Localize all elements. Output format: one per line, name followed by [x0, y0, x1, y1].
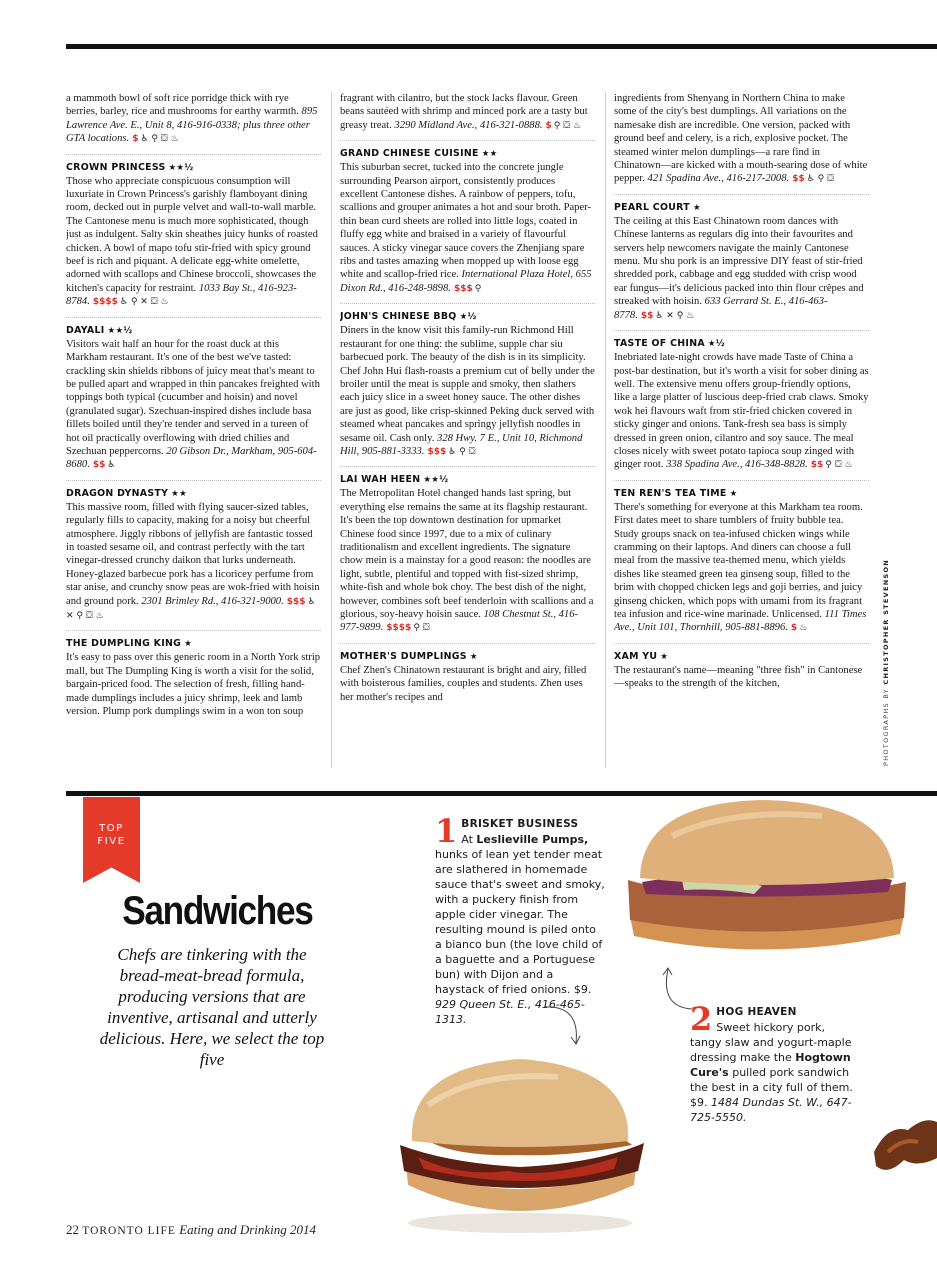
pick-number: 1: [435, 812, 458, 850]
column-divider: [605, 92, 606, 768]
price-rating: $$$$: [386, 623, 412, 634]
review-entry: [340, 644, 595, 711]
review-text: The restaurant's name—meaning "three fish" in Cantonese—speaks to the strength of the kitchen,: [614, 664, 863, 690]
restaurant-name: TASTE OF CHINA ★½: [614, 338, 725, 350]
review-text: ingredients from Shenyang in Northern China to make some of the city's best dumplings. All variations on the namesake dish are incredible. One version, packed with ground beef and celery, is a rich, explosive pocket. The steamed winter melon dumplings—a rare find in Chinatown—are kicked with a mouth-searing dose of white pepper. 421 Spadina Ave., 416-217-2008. $$ ♿ ⚲ ⛋: [614, 93, 868, 185]
amenity-icons: ♿ ⚲ ⛋: [448, 446, 476, 457]
section-dek: Chefs are tinkering with the bread-meat-bread formula, producing versions that are inventive, artisanal and utterly delicious. Here, we select the top five: [99, 945, 325, 1069]
price-rating: $$$: [453, 283, 473, 294]
review-text: a mammoth bowl of soft rice porridge thick with rye berries, barley, rice and mushrooms for earthy warmth. 895 Lawrence Ave. E., Unit 8, 416-916-0338; plus three other GTA locations. $ ♿ ⚲ ⛋ ♨: [66, 93, 318, 145]
review-text: Chef Zhen's Chinatown restaurant is bright and airy, filled with boisterous families, couples and students. Zhen uses her mother's recipes and: [340, 664, 587, 703]
review-entry: [340, 304, 595, 467]
column-divider: [331, 92, 332, 768]
restaurant-name: XAM YU ★: [614, 650, 669, 662]
star-rating: ★½: [707, 339, 725, 350]
price-rating: $$: [810, 460, 824, 471]
review-column-1: [66, 92, 321, 768]
arrow-to-brisket-icon: [540, 1003, 586, 1049]
restaurant-address: 328 Hwy. 7 E., Unit 10, Richmond Hill, 905-881-3333.: [340, 432, 583, 457]
amenity-icons: ⚲ ⛋ ♨: [553, 120, 582, 131]
star-rating: ★: [692, 202, 701, 213]
restaurant-name: CROWN PRINCESS ★★½: [66, 161, 194, 173]
review-entry: [340, 141, 595, 304]
star-rating: ★★½: [423, 475, 449, 486]
price-rating: $: [545, 120, 552, 131]
review-text: The Metropolitan Hotel changed hands last spring, but everything else remains the same at its flagship restaurant. It's been the top downtown destination for upmarket Chinese food since 1997, due to a mix of culinary traditionalism and excellent ingredients. The signature chow mein is a mainstay for a good reason: the noodles are light, subtle, plentiful and topped with fist-sized shrimp, white-fish and whole bok choy. The best dish of the night, however, combines soft beef tenderloin with scallions and a glorious, soy-heavy hoisin sauce. 108 Chestnut St., 416-977-9899. $$$$ ⚲ ⛋: [340, 488, 594, 634]
page-number: 22: [66, 1222, 79, 1237]
star-rating: ★½: [459, 312, 477, 323]
star-rating: ★★: [171, 488, 187, 499]
pick-address: 929 Queen St. E., 416-465-1313.: [435, 998, 585, 1026]
amenity-icons: ♿ ⚲ ✕ ⛋ ♨: [119, 297, 169, 308]
amenity-icons: ♿ ⚲ ⛋ ♨: [140, 134, 179, 145]
restaurant-name: PEARL COURT ★: [614, 201, 701, 213]
pick-number: 2: [690, 1000, 713, 1038]
restaurant-name: DRAGON DYNASTY ★★: [66, 487, 187, 499]
review-entry: [614, 481, 869, 644]
restaurant-address: 633 Gerrard St. E., 416-463-8778.: [614, 296, 828, 321]
top-five-label: TOP FIVE: [97, 823, 126, 847]
star-rating: ★★½: [107, 325, 133, 336]
restaurant-name: LAI WAH HEEN ★★½: [340, 474, 449, 486]
restaurant-address: 3290 Midland Ave., 416-321-0888.: [394, 119, 543, 131]
review-entry: [614, 331, 869, 481]
review-text: Visitors wait half an hour for the roast duck at this Markham restaurant. It's one of the best we've tasted: crackling skin shields ribbons of juicy meat that's meant to be pulled apart and wrapped in thin pancakes freighted with toppings both typical (cucumber and hoisin) and novel (granulated sugar). Szechuan-inspired dishes include basa fillets boiled until they're tender and served in a tureen of hot oil practically overflowing with dried chilies and Szechuan peppercorns. 20 Gibson Dr., Markham, 905-604-8680. $$ ♿: [66, 338, 320, 471]
amenity-icons: ♨: [799, 623, 808, 634]
pick-hog-heaven: 2 HOG HEAVEN Sweet hickory pork, tangy slaw and yogurt-maple dressing make the Hogtown Cure's pulled pork sandwich the best in a city full of them. $9. 1484 Dundas St. W., 647-725-5550.: [690, 1000, 853, 1124]
price-rating: $: [132, 134, 139, 145]
pick-heading: BRISKET BUSINESS: [461, 818, 579, 830]
price-rating: $$$$: [92, 297, 118, 308]
review-entry: [340, 467, 595, 643]
photo-credit: PHOTOGRAPHS BY CHRISTOPHER STEVENSON: [882, 558, 890, 766]
review-text: Inebriated late-night crowds have made Taste of China a post-bar destination, but it's worth a visit for sober dining as well. The extensive menu offers group-friendly options, like a large platter of luscious deep-fried crab claws. Smoky wok hei flavours waft from stir-fried chicken covered in sticky ginger and onions. Tank-fresh sea bass is simply dressed in green onion, cilantro and soy sauce. The meal closes nicely with sweet potato tapioca soup zinged with ginger root. 338 Spadina Ave., 416-348-8828. $$ ⚲ ⛋ ♨: [614, 352, 869, 471]
review-entry: [340, 92, 595, 141]
restaurant-address: 111 Times Ave., Unit 101, Thornhill, 905-881-8896.: [614, 609, 867, 634]
restaurant-address: 338 Spadina Ave., 416-348-8828.: [666, 459, 808, 471]
review-text: fragrant with cilantro, but the stock lacks flavour. Green beans sautéed with shrimp and minced pork are a tasty but greasy treat. 3290 Midland Ave., 416-321-0888. $ ⚲ ⛋ ♨: [340, 93, 588, 131]
review-entry: [614, 92, 869, 195]
price-rating: $$: [92, 460, 106, 471]
review-text: The ceiling at this East Chinatown room dances with Chinese lanterns as regulars dig into their favourites and servers help newcomers navigate the mainly Cantonese menu. Mu shu pork is an impressive DIY feast of stir-fried shredded pork, cabbage and egg studded with crisp wood ear fungus—it's delicious packed into thin flour crêpes and streaked with hoisin. 633 Gerrard St. E., 416-463-8778. $$ ♿ ✕ ⚲ ♨: [614, 215, 864, 321]
star-rating: ★★½: [168, 162, 194, 173]
restaurant-address: 108 Chestnut St., 416-977-9899.: [340, 609, 579, 634]
review-text: It's easy to pass over this generic room in a North York strip mall, but The Dumpling King is worth a visit for the solid, bargain-priced food. The selection of fresh, filling hand-made dumplings includes a juicy shrimp, leek and lamb version. Plump pork dumplings swim in a won ton soup: [66, 652, 321, 718]
pick-place: Hogtown Cure's: [690, 1051, 851, 1079]
restaurant-address: 2301 Brimley Rd., 416-321-9000.: [141, 595, 284, 607]
restaurant-address: 895 Lawrence Ave. E., Unit 8, 416-916-0338; plus three other GTA locations.: [66, 106, 318, 145]
price-rating: $$: [640, 310, 654, 321]
price-rating: $$: [792, 174, 805, 185]
star-rating: ★: [729, 488, 738, 499]
amenity-icons: ♿: [107, 460, 116, 471]
restaurant-name: MOTHER'S DUMPLINGS ★: [340, 650, 478, 662]
arrow-to-pulled-pork-icon: [658, 963, 696, 1013]
magazine-name: TORONTO LIFE: [82, 1225, 176, 1237]
review-entry: [66, 318, 321, 481]
review-entry: [66, 92, 321, 155]
restaurant-address: 421 Spadina Ave., 416-217-2008.: [647, 173, 790, 185]
brisket-sandwich-image: [388, 1045, 653, 1235]
review-text: Those who appreciate conspicuous consumption will luxuriate in Crown Princess's garishly flamboyant dining room, decked out in purple velvet and wall-to-wall marble. The Cantonese menu is much more sophisticated, though just as indulgent. Salty skin sheathes juicy hunks of roasted chicken. A bowl of mapo tofu stir-fried with spicy ground beef is rich and piquant. A delicate egg-white omelette, adorned with scallops and Chinese broccoli, showcases the kitchen's capacity for restraint. 1033 Bay St., 416-923-8784. $$$$ ♿ ⚲ ✕ ⛋ ♨: [66, 175, 318, 308]
issue-name: Eating and Drinking 2014: [179, 1222, 317, 1237]
amenity-icons: ⚲: [474, 283, 482, 294]
pick-place: Leslieville Pumps,: [476, 833, 589, 846]
pick-brisket-business: 1 BRISKET BUSINESS At Leslieville Pumps, hunks of lean yet tender meat are slathered in homemade sauce that's sweet and smoky, with a puckery finish from apple cider vinegar. The resulting mound is piled onto a bianco bun (the love child of a baguette and a Portuguese bun) with Dijon and a haystack of fried onions. $9. 929 Queen St. E., 416-465-1313.: [435, 812, 605, 1026]
pulled-pork-sandwich-image: [622, 796, 910, 961]
review-text: This suburban secret, tucked into the concrete jungle surrounding Pearson airport, consistently produces excellent Cantonese dishes. A rainbow of peppers, tofu, scallions and grouper animates a hot and sour broth. Paper-thin bean curd sheets are rolled into little logs, coated in fluffy egg white and braised in a variety of flavourful sauces. A sticky vinegar sauce covers the Zhenjiang spare ribs and tastes amazing when mopped up with loose egg white and scallop-fried rice. International Plaza Hotel, 655 Dixon Rd., 416-248-9898. $$$ ⚲: [340, 162, 592, 294]
star-rating: ★: [469, 651, 478, 662]
section-title: Sandwiches: [122, 889, 313, 933]
top-rule: [66, 44, 937, 49]
pick-address: 1484 Dundas St. W., 647-725-5550.: [690, 1096, 852, 1124]
restaurant-name: GRAND CHINESE CUISINE ★★: [340, 148, 498, 160]
price-rating: $$$: [286, 596, 306, 607]
review-text: Diners in the know visit this family-run Richmond Hill restaurant for one thing: the sublime, supple char siu barbecued pork. The beauty of the dish is in its simplicity. Chef John Hui flash-roasts a premium cut of belly under the broiler until the meat is supple and smoky, then slathers each juicy slice in a sweet honey sauce. The other dishes are just as good, like crisp-skinned Peking duck served with steamed wheat pancakes and springy jellyfish noodles in sesame oil. Cash only. 328 Hwy. 7 E., Unit 10, Richmond Hill, 905-881-3333. $$$ ♿ ⚲ ⛋: [340, 325, 595, 457]
amenity-icons: ♿ ✕ ⚲ ⛋ ♨: [66, 596, 316, 621]
sandwich-crumb-image: [868, 1112, 937, 1182]
review-column-2: [340, 92, 595, 768]
review-entry: [614, 644, 869, 698]
amenity-icons: ⚲ ⛋ ♨: [825, 460, 853, 471]
star-rating: ★: [660, 651, 669, 662]
review-entry: [66, 631, 321, 725]
star-rating: ★: [184, 639, 193, 650]
review-entry: [66, 155, 321, 318]
amenity-icons: ♿ ⚲ ⛋: [806, 174, 834, 185]
restaurant-address: International Plaza Hotel, 655 Dixon Rd., 416-248-9898.: [340, 269, 592, 294]
page-footer: [66, 1222, 316, 1238]
restaurant-name: JOHN'S CHINESE BBQ ★½: [340, 311, 477, 323]
restaurant-name: TEN REN'S TEA TIME ★: [614, 487, 738, 499]
restaurant-name: THE DUMPLING KING ★: [66, 638, 193, 650]
review-text: This massive room, filled with flying saucer-sized tables, regularly fills to capacity, making for a noisy but cheerful atmosphere. Jiggly ribbons of jellyfish are fantastic tossed in toasted sesame oil, and contrast perfectly with the tart vinegar-dressed crunchy daikon that lurks underneath. Honey-glazed barbecue pork has a licoricey perfume from star anise, and crunchy snow peas are wok-fried with hoisin and ground pork. 2301 Brimley Rd., 416-321-9000. $$$ ♿ ✕ ⚲ ⛋ ♨: [66, 501, 320, 621]
price-rating: $: [790, 623, 798, 634]
review-entry: [614, 195, 869, 331]
star-rating: ★★: [481, 149, 498, 160]
amenity-icons: ♿ ✕ ⚲ ♨: [655, 310, 695, 321]
restaurant-address: 20 Gibson Dr., Markham, 905-604-8680.: [66, 445, 317, 471]
price-rating: $$$: [427, 446, 447, 457]
amenity-icons: ⚲ ⛋: [413, 623, 430, 634]
review-text: There's something for everyone at this Markham tea room. First dates meet to share tumblers of fruity bubble tea. Study groups snack on tea-infused chicken wings while cramming on their laptops. And diners can choose a full meal from the massive tea-themed menu, which yields dishes like steamed green tea ginseng soup, filled to the brim with chopped chicken legs and goji berries, and juicy ginseng chicken, which pops with umami from its fragrant tea infusion and rice-wine marinade. Unlicensed. 111 Times Ave., Unit 101, Thornhill, 905-881-8896. $ ♨: [614, 501, 867, 634]
restaurant-name: DAYALI ★★½: [66, 324, 133, 336]
review-column-3: [614, 92, 869, 768]
review-entry: [66, 481, 321, 632]
pick-heading: HOG HEAVEN: [716, 1006, 797, 1018]
restaurant-address: 1033 Bay St., 416-923-8784.: [66, 282, 297, 308]
